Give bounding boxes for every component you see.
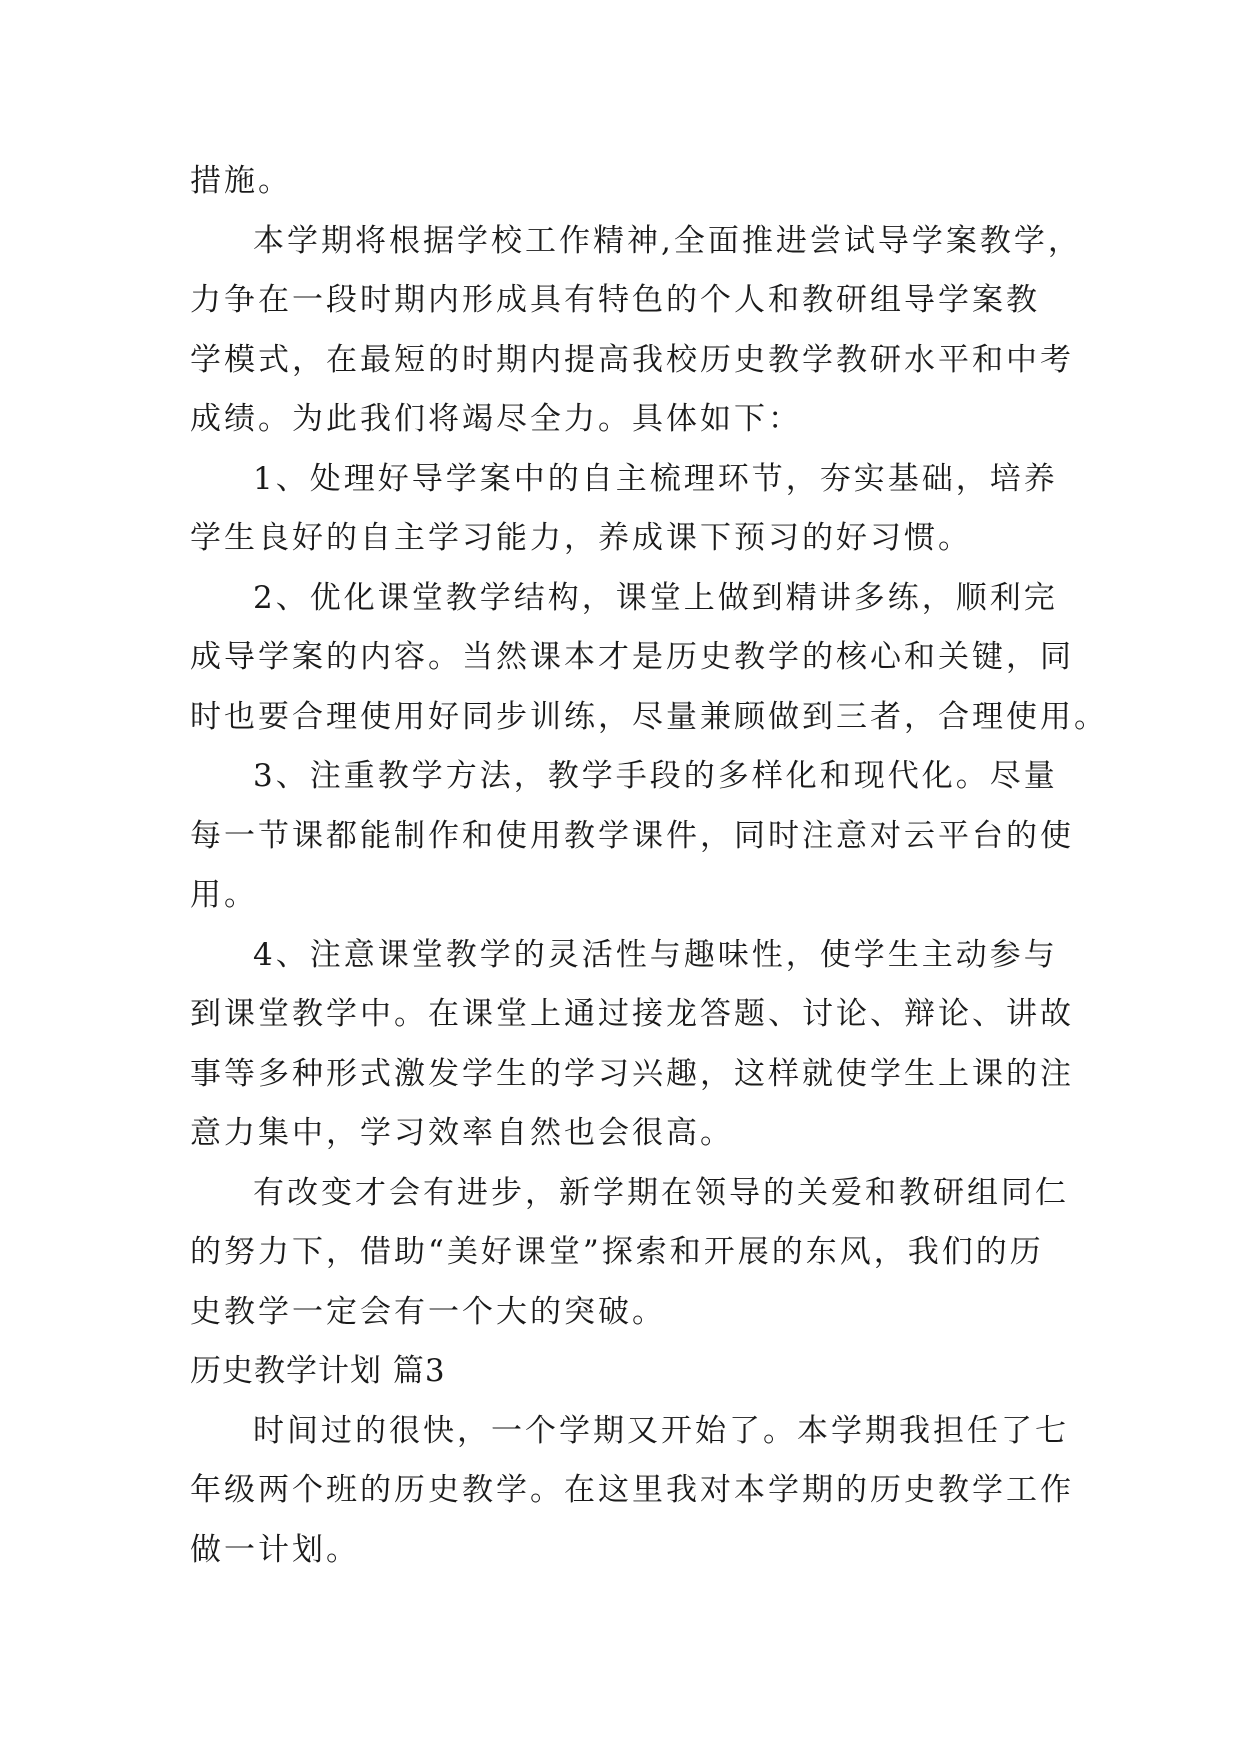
text-line: 到课堂教学中。在课堂上通过接龙答题、讨论、辩论、讲故: [190, 996, 1074, 1032]
text-line: 每一节课都能制作和使用教学课件，同时注意对云平台的使: [190, 817, 1074, 854]
text-line: 成绩。为此我们将竭尽全力。具体如下：: [190, 401, 802, 437]
text-line: 4、注意课堂教学的灵活性与趣味性，使学生主动参与: [253, 936, 1058, 973]
document-body: [190, 152, 1108, 1580]
text-line: 用。: [190, 877, 258, 913]
text-line: 意力集中，学习效率自然也会很高。: [190, 1115, 734, 1151]
text-line: 做一计划。: [190, 1531, 360, 1568]
text-line: 1、处理好导学案中的自主梳理环节，夯实基础，培养: [253, 460, 1058, 497]
text-line: 2、优化课堂教学结构，课堂上做到精讲多练，顺利完: [253, 579, 1058, 616]
text-line: 年级两个班的历史教学。在这里我对本学期的历史教学工作: [190, 1472, 1074, 1508]
text-line: 3、注重教学方法，教学手段的多样化和现代化。尽量: [253, 758, 1058, 794]
text-line: 本学期将根据学校工作精神,全面推进尝试导学案教学，: [253, 222, 1082, 259]
text-line: 措施。: [190, 163, 292, 199]
text-line: 学生良好的自主学习能力，养成课下预习的好习惯。: [190, 520, 972, 556]
text-line: 史教学一定会有一个大的突破。: [190, 1293, 666, 1330]
text-line: 时也要合理使用好同步训练，尽量兼顾做到三者，合理使用。: [190, 698, 1108, 735]
text-line: 成导学案的内容。当然课本才是历史教学的核心和关键，同: [190, 639, 1074, 675]
text-line: 有改变才会有进步，新学期在领导的关爱和教研组同仁: [253, 1174, 1069, 1211]
text-line: 学模式，在最短的时期内提高我校历史教学教研水平和中考: [190, 341, 1074, 378]
text-line: 事等多种形式激发学生的学习兴趣，这样就使学生上课的注: [190, 1055, 1074, 1092]
text-line: 力争在一段时期内形成具有特色的个人和教研组导学案教: [190, 282, 1040, 318]
text-line: 的努力下，借助“美好课堂”探索和开展的东风，我们的历: [190, 1234, 1044, 1270]
text-line: 时间过的很快，一个学期又开始了。本学期我担任了七: [253, 1412, 1069, 1449]
section-heading: 历史教学计划 篇3: [190, 1353, 446, 1389]
